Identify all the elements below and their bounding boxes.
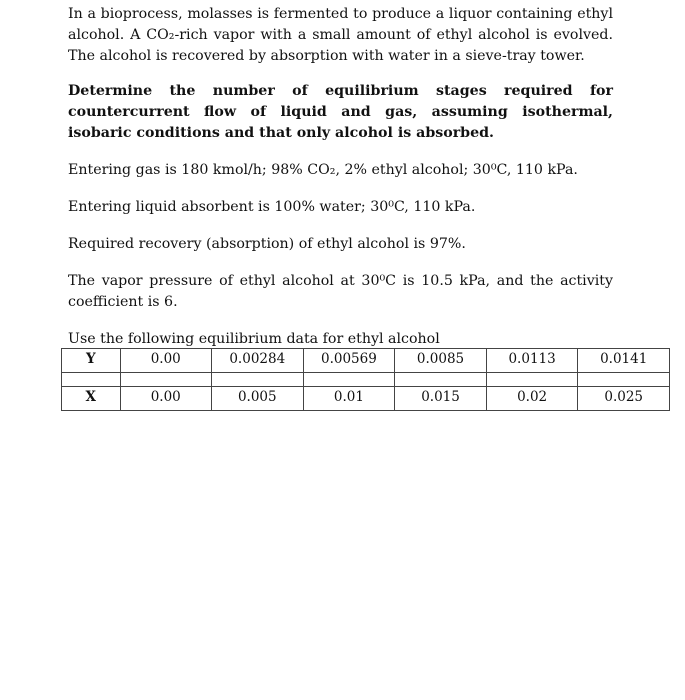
table-spacer-row bbox=[62, 373, 670, 387]
table-intro-line: Use the following equilibrium data for ethyl alcohol bbox=[68, 331, 440, 347]
equilibrium-table-container bbox=[61, 348, 670, 411]
equilibrium-table bbox=[61, 348, 670, 411]
entering-gas-line: Entering gas is 180 kmol/h; 98% CO₂, 2% ethyl alcohol; 30⁰C, 110 kPa. bbox=[68, 162, 578, 178]
entering-liquid-line: Entering liquid absorbent is 100% water; 30⁰C, 110 kPa. bbox=[68, 199, 476, 215]
task-statement: Determine the number of equilibrium stages required for countercurrent flow of liquid and gas, assuming isothermal, isobaric conditions and that only alcohol is absorbed. bbox=[68, 83, 613, 141]
y-value-cell: 0.00 bbox=[120, 349, 211, 373]
x-value-cell: 0.005 bbox=[211, 387, 303, 411]
problem-text bbox=[68, 4, 613, 350]
y-row bbox=[62, 349, 670, 373]
y-value-cell: 0.00284 bbox=[211, 349, 303, 373]
x-header-cell: X bbox=[62, 387, 121, 411]
x-value-cell: 0.00 bbox=[120, 387, 211, 411]
y-value-cell: 0.0113 bbox=[486, 349, 578, 373]
x-row bbox=[62, 387, 670, 411]
x-value-cell: 0.015 bbox=[395, 387, 487, 411]
vapor-pressure-paragraph: The vapor pressure of ethyl alcohol at 30⁰C is 10.5 kPa, and the activity coefficient is 6. bbox=[68, 273, 613, 310]
x-value-cell: 0.02 bbox=[486, 387, 578, 411]
y-value-cell: 0.00569 bbox=[303, 349, 395, 373]
y-value-cell: 0.0141 bbox=[578, 349, 670, 373]
x-value-cell: 0.025 bbox=[578, 387, 670, 411]
x-value-cell: 0.01 bbox=[303, 387, 395, 411]
y-value-cell: 0.0085 bbox=[395, 349, 487, 373]
y-header-cell: Y bbox=[62, 349, 121, 373]
required-recovery-line: Required recovery (absorption) of ethyl alcohol is 97%. bbox=[68, 236, 466, 252]
intro-paragraph: In a bioprocess, molasses is fermented to produce a liquor containing ethyl alcohol. A CO₂-rich vapor with a small amount of ethyl alcohol is evolved. The alcohol is recovered by absorption with water in a sieve-tray tower. bbox=[68, 6, 613, 64]
